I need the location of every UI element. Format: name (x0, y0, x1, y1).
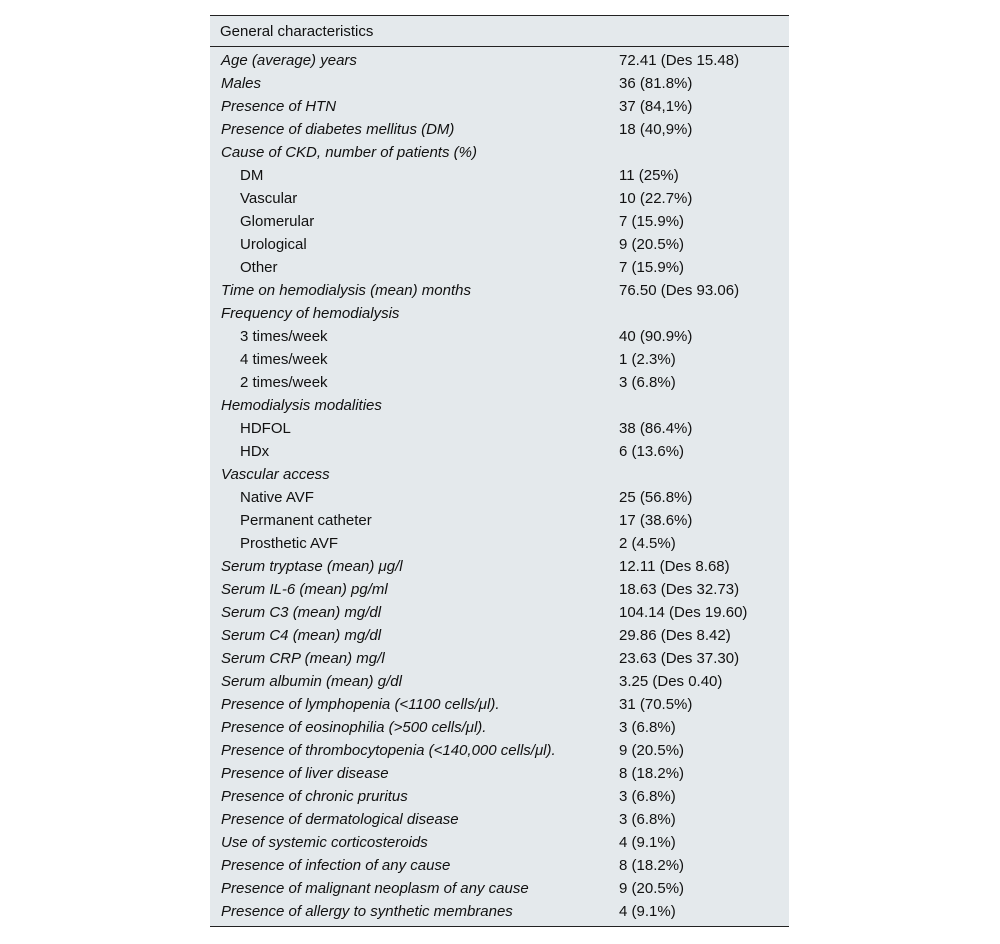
row-value: 72.41 (Des 15.48) (619, 52, 740, 69)
characteristics-table (210, 15, 789, 927)
table-row (210, 440, 789, 463)
table-row (210, 555, 789, 578)
row-label: Glomerular (240, 213, 315, 230)
table-row (210, 187, 789, 210)
row-label: 2 times/week (240, 374, 328, 391)
row-value: 8 (18.2%) (619, 857, 685, 874)
row-value: 1 (2.3%) (619, 351, 676, 368)
row-label: DM (240, 167, 264, 184)
table-row (210, 854, 789, 877)
table-header: General characteristics (210, 16, 789, 47)
row-label: Age (average) years (221, 52, 357, 69)
row-label: Presence of diabetes mellitus (DM) (221, 121, 455, 138)
table-row (210, 118, 789, 141)
table-row (210, 325, 789, 348)
row-label: Vascular (240, 190, 298, 207)
table-row (210, 693, 789, 716)
row-label: Frequency of hemodialysis (221, 305, 400, 322)
row-label: HDx (240, 443, 270, 460)
row-value: 9 (20.5%) (619, 742, 685, 759)
row-value: 29.86 (Des 8.42) (619, 627, 731, 644)
row-value: 17 (38.6%) (619, 512, 693, 529)
table-row (210, 141, 789, 164)
row-value: 12.11 (Des 8.68) (619, 558, 730, 575)
table-row (210, 279, 789, 302)
row-value: 25 (56.8%) (619, 489, 693, 506)
table-row (210, 371, 789, 394)
row-label: Serum C4 (mean) mg/dl (221, 627, 382, 644)
row-label: HDFOL (240, 420, 291, 437)
table-row (210, 785, 789, 808)
table-row (210, 578, 789, 601)
row-label: Serum albumin (mean) g/dl (221, 673, 402, 690)
row-value: 23.63 (Des 37.30) (619, 650, 740, 667)
row-value: 9 (20.5%) (619, 880, 685, 897)
row-label: Serum IL-6 (mean) pg/ml (221, 581, 388, 598)
table-row (210, 486, 789, 509)
row-label: Presence of lymphopenia (<1100 cells/μl). (221, 696, 500, 713)
row-label: Presence of chronic pruritus (221, 788, 408, 805)
row-label: Serum tryptase (mean) μg/l (221, 558, 403, 575)
row-label: Presence of allergy to synthetic membranes (221, 903, 513, 920)
row-value: 18 (40,9%) (619, 121, 693, 138)
table-row (210, 762, 789, 785)
table-row (210, 647, 789, 670)
row-value: 40 (90.9%) (619, 328, 693, 345)
row-value: 36 (81.8%) (619, 75, 693, 92)
row-label: Cause of CKD, number of patients (%) (221, 144, 477, 161)
table-row (210, 624, 789, 647)
row-label: Presence of thrombocytopenia (<140,000 cells/μl). (221, 742, 556, 759)
row-value: 38 (86.4%) (619, 420, 693, 437)
table-row (210, 49, 789, 72)
table-body (210, 47, 789, 926)
table-row (210, 601, 789, 624)
row-label: Presence of eosinophilia (>500 cells/μl). (221, 719, 487, 736)
row-value: 6 (13.6%) (619, 443, 685, 460)
table-row (210, 417, 789, 440)
table-row (210, 532, 789, 555)
row-label: Other (240, 259, 278, 276)
row-label: Permanent catheter (240, 512, 372, 529)
table-row (210, 900, 789, 923)
row-value: 3 (6.8%) (619, 719, 676, 736)
row-label: Presence of infection of any cause (221, 857, 451, 874)
row-value: 7 (15.9%) (619, 213, 685, 230)
table-row (210, 716, 789, 739)
row-label: Presence of liver disease (221, 765, 389, 782)
row-label: Vascular access (221, 466, 330, 483)
table-row (210, 831, 789, 854)
row-value: 104.14 (Des 19.60) (619, 604, 748, 621)
table-row (210, 463, 789, 486)
row-value: 18.63 (Des 32.73) (619, 581, 740, 598)
row-value: 3.25 (Des 0.40) (619, 673, 723, 690)
table-row (210, 164, 789, 187)
row-value: 10 (22.7%) (619, 190, 693, 207)
row-value: 3 (6.8%) (619, 788, 676, 805)
row-label: Presence of HTN (221, 98, 337, 115)
row-label: Urological (240, 236, 307, 253)
row-label: 3 times/week (240, 328, 328, 345)
row-label: Native AVF (240, 489, 314, 506)
table-row (210, 72, 789, 95)
table-row (210, 509, 789, 532)
row-value: 11 (25%) (619, 167, 679, 184)
row-label: Presence of dermatological disease (221, 811, 459, 828)
row-label: Presence of malignant neoplasm of any cause (221, 880, 529, 897)
row-value: 4 (9.1%) (619, 834, 676, 851)
row-value: 3 (6.8%) (619, 374, 676, 391)
table-row (210, 302, 789, 325)
table-row (210, 808, 789, 831)
table-row (210, 95, 789, 118)
row-value: 2 (4.5%) (619, 535, 676, 552)
table-row (210, 348, 789, 371)
row-label: Time on hemodialysis (mean) months (221, 282, 471, 299)
row-label: Prosthetic AVF (240, 535, 339, 552)
table-row (210, 394, 789, 417)
row-label: Hemodialysis modalities (221, 397, 382, 414)
row-value: 4 (9.1%) (619, 903, 676, 920)
table-row (210, 256, 789, 279)
row-value: 37 (84,1%) (619, 98, 693, 115)
row-value: 8 (18.2%) (619, 765, 685, 782)
row-value: 7 (15.9%) (619, 259, 685, 276)
row-value: 76.50 (Des 93.06) (619, 282, 740, 299)
row-label: Serum C3 (mean) mg/dl (221, 604, 382, 621)
row-value: 9 (20.5%) (619, 236, 685, 253)
row-label: Males (221, 75, 262, 92)
row-label: Serum CRP (mean) mg/l (221, 650, 385, 667)
row-label: Use of systemic corticosteroids (221, 834, 428, 851)
table-row (210, 877, 789, 900)
row-value: 31 (70.5%) (619, 696, 693, 713)
table-row (210, 210, 789, 233)
table-row (210, 233, 789, 256)
table-row (210, 670, 789, 693)
row-label: 4 times/week (240, 351, 328, 368)
table-row (210, 739, 789, 762)
row-value: 3 (6.8%) (619, 811, 676, 828)
